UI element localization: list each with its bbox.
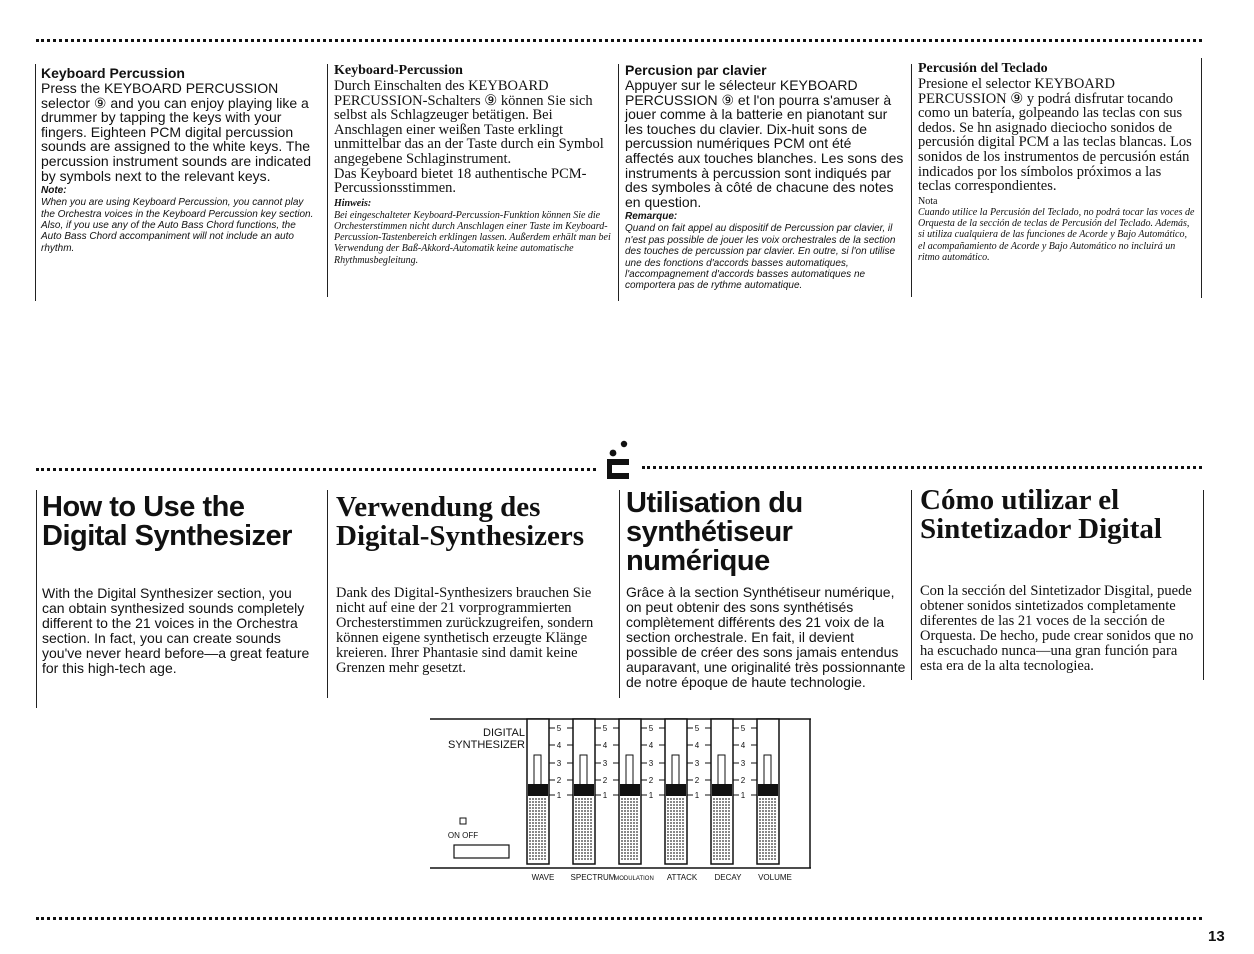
- column-rule: [36, 490, 37, 708]
- percussion-es-note: Cuando utilice la Percusión del Teclado, no podrá tocar las voces de Orquesta de la sección de teclas de Percusión del Teclado. Además, si utiliza cualquiera de las funciones de Acorde y Bajo Automático, el acompañamiento de Acorde y Bajo Automático no incluirá un ritmo automático.: [918, 206, 1195, 263]
- percussion-es-note-label: Nota: [918, 195, 938, 207]
- slider-label-modulation: MODULATION: [614, 876, 654, 882]
- slider-knob: [758, 784, 778, 796]
- slider-wave[interactable]: [527, 719, 549, 864]
- slider-knob: [620, 784, 640, 796]
- column-rule: [1203, 490, 1204, 680]
- synth-en-title-line2: Digital Synthesizer: [42, 520, 292, 552]
- column-rule: [619, 490, 620, 698]
- slider-knob: [712, 784, 732, 796]
- scale-label: 1: [694, 791, 700, 800]
- bottom-dotted-rule: [36, 917, 1202, 920]
- percussion-es-heading: Percusión del Teclado: [918, 61, 1048, 76]
- synth-de-title-line2: Digital-Synthesizers: [336, 520, 585, 552]
- scale-label: 3: [602, 759, 608, 768]
- percussion-fr-body: Appuyer sur le sélecteur KEYBOARD PERCUSSION ⑨ et l'on pourra s'amuser à jouer comme à la batterie en pianotant sur les touches du clavier. Dix-huit sons de percussion numériques PCM ont été affectés aux touches blanches. Les sons des instruments à percussion sont indiqués par des symboles à côté de chacune des notes en question.: [625, 77, 904, 210]
- percussion-fr-note: Quand on fait appel au dispositif de Percussion par clavier, il n'est pas possible de jouer les voix orchestrales de la section des touches de percussion par clavier. En outre, si l'on utilise une des fonctions d'accords basses automatiques, l'accompagnement d'accords basses automatiques ne comportera pas de rythme automatique.: [625, 223, 896, 292]
- percussion-de-note: Bei eingeschalteter Keyboard-Percussion-Funktion können Sie die Orchesterstimmen nicht durch Anschlagen einer Taste im Keyboard-Percussion-Tastenbereich erklingen lassen. Außerdem erhält man bei Verwendung der Baß-Akkord-Automatik keine automatische Rhythmusbegleitung.: [334, 209, 611, 266]
- synth-fr-title-line2: synthétiseur: [626, 516, 793, 548]
- scale-label: 5: [694, 724, 700, 733]
- synthesizer-panel-diagram: [430, 714, 816, 886]
- percussion-de-note-label: Hinweis:: [334, 197, 372, 209]
- percussion-en-heading: Keyboard Percussion: [41, 65, 185, 81]
- scale-label: 1: [648, 791, 654, 800]
- percussion-de-heading: Keyboard-Percussion: [334, 63, 463, 78]
- synth-es-column: [920, 486, 1200, 674]
- percussion-en-body: Press the KEYBOARD PERCUSSION selector ⑨ and you can enjoy playing like a drummer by tapping the keys with your fingers. Eighteen PCM digital percussion sounds are assigned to the white keys. The percussion instrument sounds are indicated by symbols next to the relevant keys.: [41, 80, 312, 184]
- slider-label-decay: DECAY: [714, 873, 742, 882]
- scale-label: 2: [556, 776, 562, 785]
- synth-fr-body: Grâce à la section Synthétiseur numérique, on peut obtenir des sons synthétisés complètement différents des 21 voix de la section orchestrale. En fait, il devient possible de créer des sons jamais entendus auparavant, une originalité très possionnante de notre époque de haute technologie.: [626, 584, 906, 690]
- synth-es-title-line2: Sintetizador Digital: [920, 513, 1162, 545]
- page-number: 13: [1208, 928, 1225, 945]
- synth-en-column: [42, 493, 318, 676]
- scale-label: 3: [648, 759, 654, 768]
- top-dotted-rule: [36, 39, 1202, 42]
- synth-es-body: Con la sección del Sintetizador Disgital, puede obtener sonidos sintetizados completamente diferentes de las 21 voces de la sección de Orquesta. De hecho, pude crear sonidos que no ha escuchado nunca—una gran función para esta era de la alta tecnologiea.: [920, 583, 1194, 674]
- scale-label: 5: [648, 724, 654, 733]
- column-rule: [1201, 58, 1202, 298]
- scale-label: 5: [602, 724, 608, 733]
- scale-label: 1: [740, 791, 746, 800]
- synth-es-title-line1: Cómo utilizar el: [920, 484, 1120, 516]
- synth-de-title-line1: Verwendung des: [336, 491, 541, 523]
- scale-label: 5: [556, 724, 562, 733]
- power-indicator-led: [460, 818, 466, 824]
- scale-label: 4: [648, 741, 654, 750]
- synthesizer-section-icon: [600, 440, 636, 482]
- percussion-de-body: Durch Einschalten des KEYBOARD PERCUSSION-Schalters ⑨ können Sie sich selbst als Schlagzeuger betätigen. Bei Anschlagen einer weißen Taste erklingt unmittelbar das an der Taste durch ein Symbol angegebene Schlaginstrument.: [334, 78, 604, 167]
- scale-label: 3: [740, 759, 746, 768]
- percussion-de-column: [334, 63, 612, 266]
- synth-de-body: Dank des Digital-Synthesizers brauchen Sie nicht auf eine der 21 vorprogrammierten Orchesterstimmen zurückzugreifen, sondern können eigene synthetisch erzeugte Klänge kreieren. Ihrer Phantasie sind damit keine Grenzen mehr gesetzt.: [336, 585, 594, 676]
- panel-label-line1: DIGITAL: [483, 727, 525, 739]
- slider-label-spectrum: SPECTRUM: [570, 873, 616, 882]
- slider-attack[interactable]: [665, 719, 687, 864]
- scale-label: 5: [740, 724, 746, 733]
- slider-knob: [666, 784, 686, 796]
- power-switch[interactable]: [454, 845, 509, 858]
- slider-modulation[interactable]: [619, 719, 641, 864]
- slider-label-attack: ATTACK: [666, 873, 698, 882]
- panel-label-line2: SYNTHESIZER: [447, 739, 525, 751]
- synth-en-body: With the Digital Synthesizer section, you can obtain synthesized sounds completely different to the 21 voices in the Orchestra section. In fact, you can create sounds you've never heard before—a great feature for this high-tech age.: [42, 585, 310, 676]
- power-switch-label: ON OFF: [447, 831, 479, 840]
- percussion-fr-heading: Percusion par clavier: [625, 62, 767, 78]
- scale-label: 4: [602, 741, 608, 750]
- percussion-de-body-2: Das Keyboard bietet 18 authentische PCM-Percussionsstimmen.: [334, 165, 587, 197]
- slider-label-volume: VOLUME: [758, 873, 792, 882]
- synth-de-column: [336, 493, 615, 676]
- percussion-es-column: [918, 61, 1195, 263]
- scale-label: 3: [694, 759, 700, 768]
- synth-fr-title-line1: Utilisation du: [626, 487, 803, 519]
- scale-label: 2: [740, 776, 746, 785]
- column-rule: [911, 64, 912, 297]
- slider-knob: [574, 784, 594, 796]
- slider-knob: [528, 784, 548, 796]
- slider-spectrum[interactable]: [573, 719, 595, 864]
- percussion-en-note: When you are using Keyboard Percussion, you cannot play the Orchestra voices in the Keyboard Percussion key section. Also, if you use any of the Auto Bass Chord functions, the Auto Bass Chord accompaniment will not include an auto rhythm.: [41, 197, 314, 254]
- scale-label: 4: [694, 741, 700, 750]
- percussion-fr-note-label: Remarque:: [625, 211, 678, 223]
- middle-dotted-rule-right: [642, 466, 1202, 469]
- column-rule: [327, 490, 328, 698]
- scale-label: 1: [602, 791, 608, 800]
- scale-label: 2: [648, 776, 654, 785]
- column-rule: [327, 64, 328, 297]
- scale-label: 4: [740, 741, 746, 750]
- slider-volume[interactable]: [757, 719, 779, 864]
- middle-dotted-rule-left: [36, 468, 596, 471]
- column-rule: [618, 64, 619, 301]
- column-rule: [35, 64, 36, 301]
- scale-label: 1: [556, 791, 562, 800]
- slider-label-wave: WAVE: [531, 873, 555, 882]
- scale-label: 3: [556, 759, 562, 768]
- percussion-en-note-label: Note:: [41, 185, 67, 197]
- scale-label: 2: [602, 776, 608, 785]
- column-rule: [911, 490, 912, 680]
- scale-label: 4: [556, 741, 562, 750]
- synth-en-title-line1: How to Use the: [42, 491, 245, 523]
- synth-fr-title-line3: numérique: [626, 545, 770, 577]
- percussion-fr-column: [625, 62, 904, 292]
- scale-label: 2: [694, 776, 700, 785]
- synth-fr-column: [626, 489, 908, 690]
- percussion-es-body: Presione el selector KEYBOARD PERCUSSION ⑨ y podrá disfrutar tocando como un batería, golpeando las teclas con sus dedos. Se hn asignado dieciocho sonidos de percusión digital PCM a las teclas blancas. Los sonidos de los instrumentos de percusión están indicados por los símbolos próximos a las teclas correspondientes.: [918, 76, 1192, 195]
- percussion-en-column: [41, 65, 317, 254]
- slider-decay[interactable]: [711, 719, 733, 864]
